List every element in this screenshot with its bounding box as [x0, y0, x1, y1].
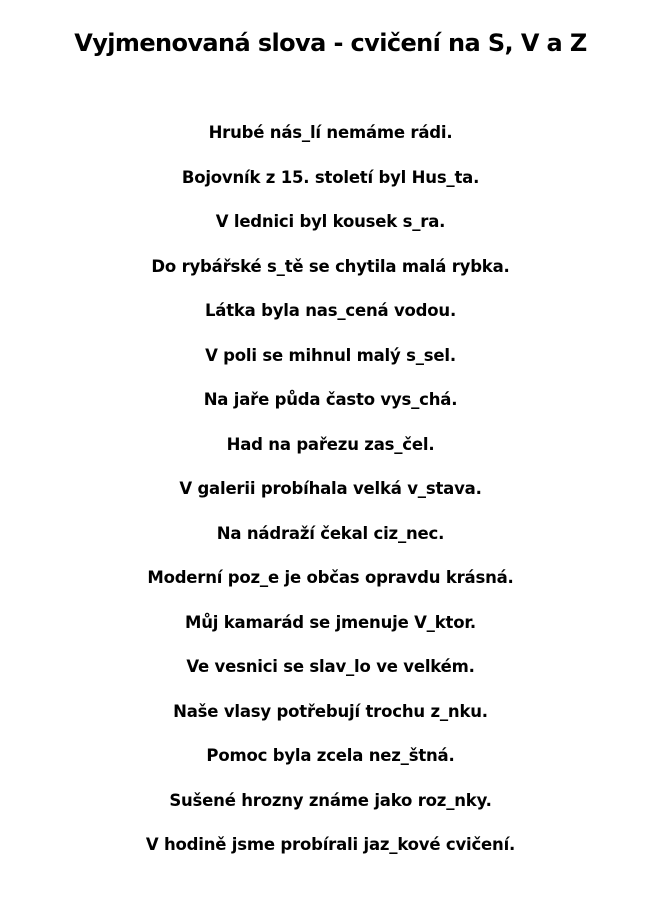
exercise-sentence: Had na pařezu zas_čel.: [226, 434, 435, 454]
exercise-sentence: V poli se mihnul malý s_sel.: [205, 345, 456, 365]
exercise-sentence: Sušené hrozny známe jako roz_nky.: [169, 790, 492, 810]
exercise-sentence: Do rybářské s_tě se chytila malá rybka.: [151, 256, 510, 276]
exercise-sentence: Na nádraží čekal ciz_nec.: [216, 523, 445, 543]
exercise-sentence: Bojovník z 15. století byl Hus_ta.: [181, 167, 480, 187]
exercise-sentence-list: [0, 120, 661, 877]
exercise-sentence: Na jaře půda často vys_chá.: [203, 390, 458, 409]
exercise-sentence: V lednici byl kousek s_ra.: [215, 212, 446, 231]
exercise-sentence: Naše vlasy potřebují trochu z_nku.: [173, 701, 488, 721]
exercise-sentence: Látka byla nas_cená vodou.: [204, 301, 457, 320]
exercise-sentence: Hrubé nás_lí nemáme rádi.: [208, 123, 453, 142]
exercise-sentence: V galerii probíhala velká v_stava.: [179, 479, 482, 498]
exercise-sentence: Ve vesnici se slav_lo ve velkém.: [186, 657, 475, 676]
exercise-sentence: V hodině jsme probírali jaz_kové cvičení.: [145, 835, 516, 854]
exercise-sentence: Moderní poz_e je občas opravdu krásná.: [147, 568, 514, 587]
exercise-sentence: Můj kamarád se jmenuje V_ktor.: [185, 612, 476, 632]
exercise-sentence: Pomoc byla zcela nez_štná.: [206, 746, 455, 765]
worksheet-title: Vyjmenovaná slova - cvičení na S, V a Z: [74, 29, 587, 57]
